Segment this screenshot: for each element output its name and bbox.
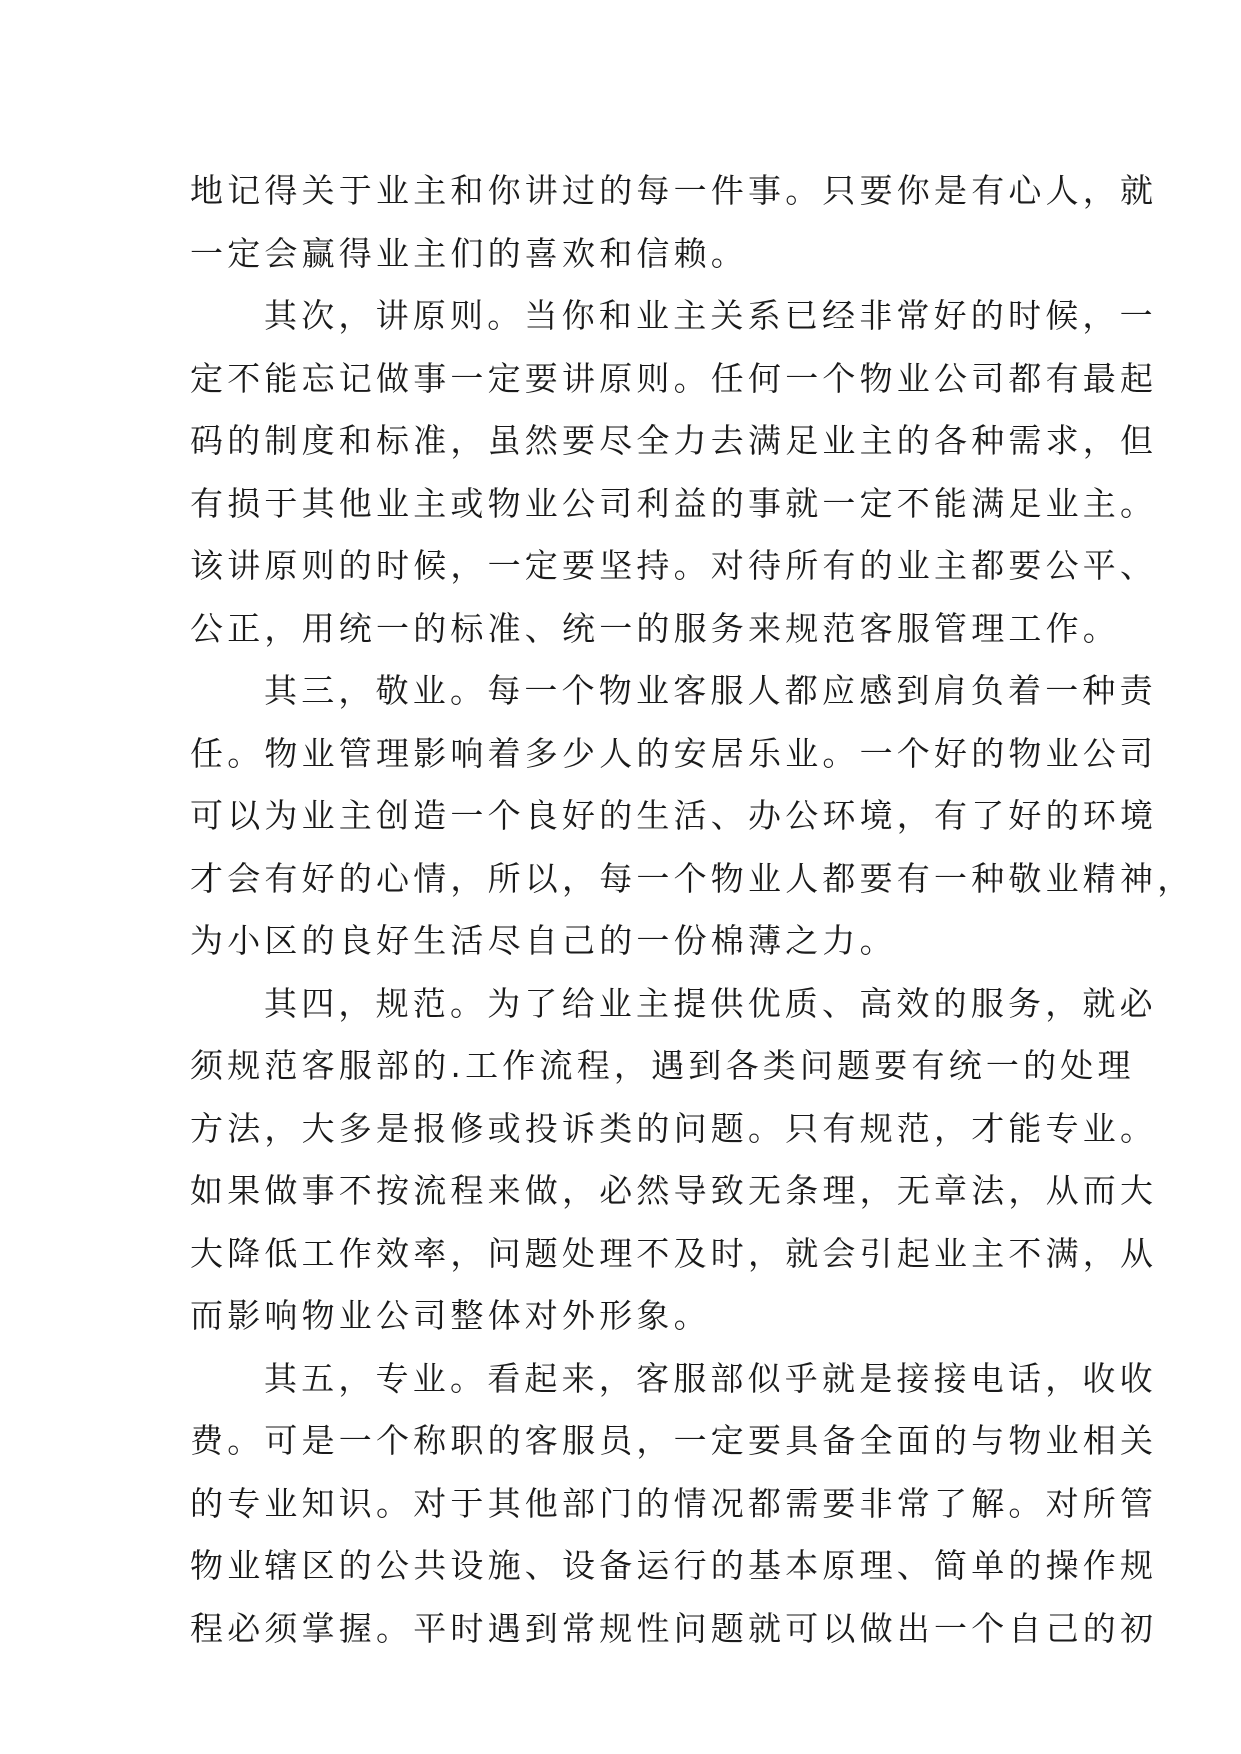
text-line: 有损于其他业主或物业公司利益的事就一定不能满足业主。 <box>190 483 1158 523</box>
text-line: 大降低工作效率，问题处理不及时，就会引起业主不满，从 <box>190 1233 1158 1273</box>
text-line: 码的制度和标准，虽然要尽全力去满足业主的各种需求，但 <box>190 421 1158 460</box>
paragraph-first-line: 其五，专业。看起来，客服部似乎就是接接电话，收收 <box>264 1358 1157 1398</box>
text-line: 物业辖区的公共设施、设备运行的基本原理、简单的操作规 <box>190 1546 1158 1585</box>
text-line: 一定会赢得业主们的喜欢和信赖。 <box>190 233 748 273</box>
text-line: 程必须掌握。平时遇到常规性问题就可以做出一个自己的初 <box>190 1608 1158 1648</box>
text-line: 任。物业管理影响着多少人的安居乐业。一个好的物业公司 <box>190 733 1158 773</box>
paragraph-first-line: 其次，讲原则。当你和业主关系已经非常好的时候，一 <box>264 296 1157 335</box>
text-line: 如果做事不按流程来做，必然导致无条理，无章法，从而大 <box>190 1171 1158 1210</box>
text-line: 方法，大多是报修或投诉类的问题。只有规范，才能专业。 <box>190 1108 1158 1148</box>
paragraph-first-line: 其三，敬业。每一个物业客服人都应感到肩负着一种责 <box>264 671 1157 710</box>
text-line: 须规范客服部的.工作流程，遇到各类问题要有统一的处理 <box>190 1046 1135 1085</box>
text-line: 可以为业主创造一个良好的生活、办公环境，有了好的环境 <box>190 796 1158 835</box>
text-line: 为小区的良好生活尽自己的一份棉薄之力。 <box>190 921 897 960</box>
text-line: 定不能忘记做事一定要讲原则。任何一个物业公司都有最起 <box>190 358 1158 398</box>
text-line: 费。可是一个称职的客服员，一定要具备全面的与物业相关 <box>190 1421 1158 1460</box>
paragraph-first-line: 其四，规范。为了给业主提供优质、高效的服务，就必 <box>264 983 1157 1023</box>
text-line: 公正，用统一的标准、统一的服务来规范客服管理工作。 <box>190 608 1120 648</box>
text-line: 地记得关于业主和你讲过的每一件事。只要你是有心人，就 <box>190 171 1158 210</box>
text-line: 而影响物业公司整体对外形象。 <box>190 1296 711 1335</box>
text-line: 才会有好的心情，所以，每一个物业人都要有一种敬业精神， <box>190 858 1195 898</box>
body-text <box>190 160 1195 1660</box>
text-line: 的专业知识。对于其他部门的情况都需要非常了解。对所管 <box>190 1483 1158 1523</box>
text-line: 该讲原则的时候，一定要坚持。对待所有的业主都要公平、 <box>190 546 1158 585</box>
